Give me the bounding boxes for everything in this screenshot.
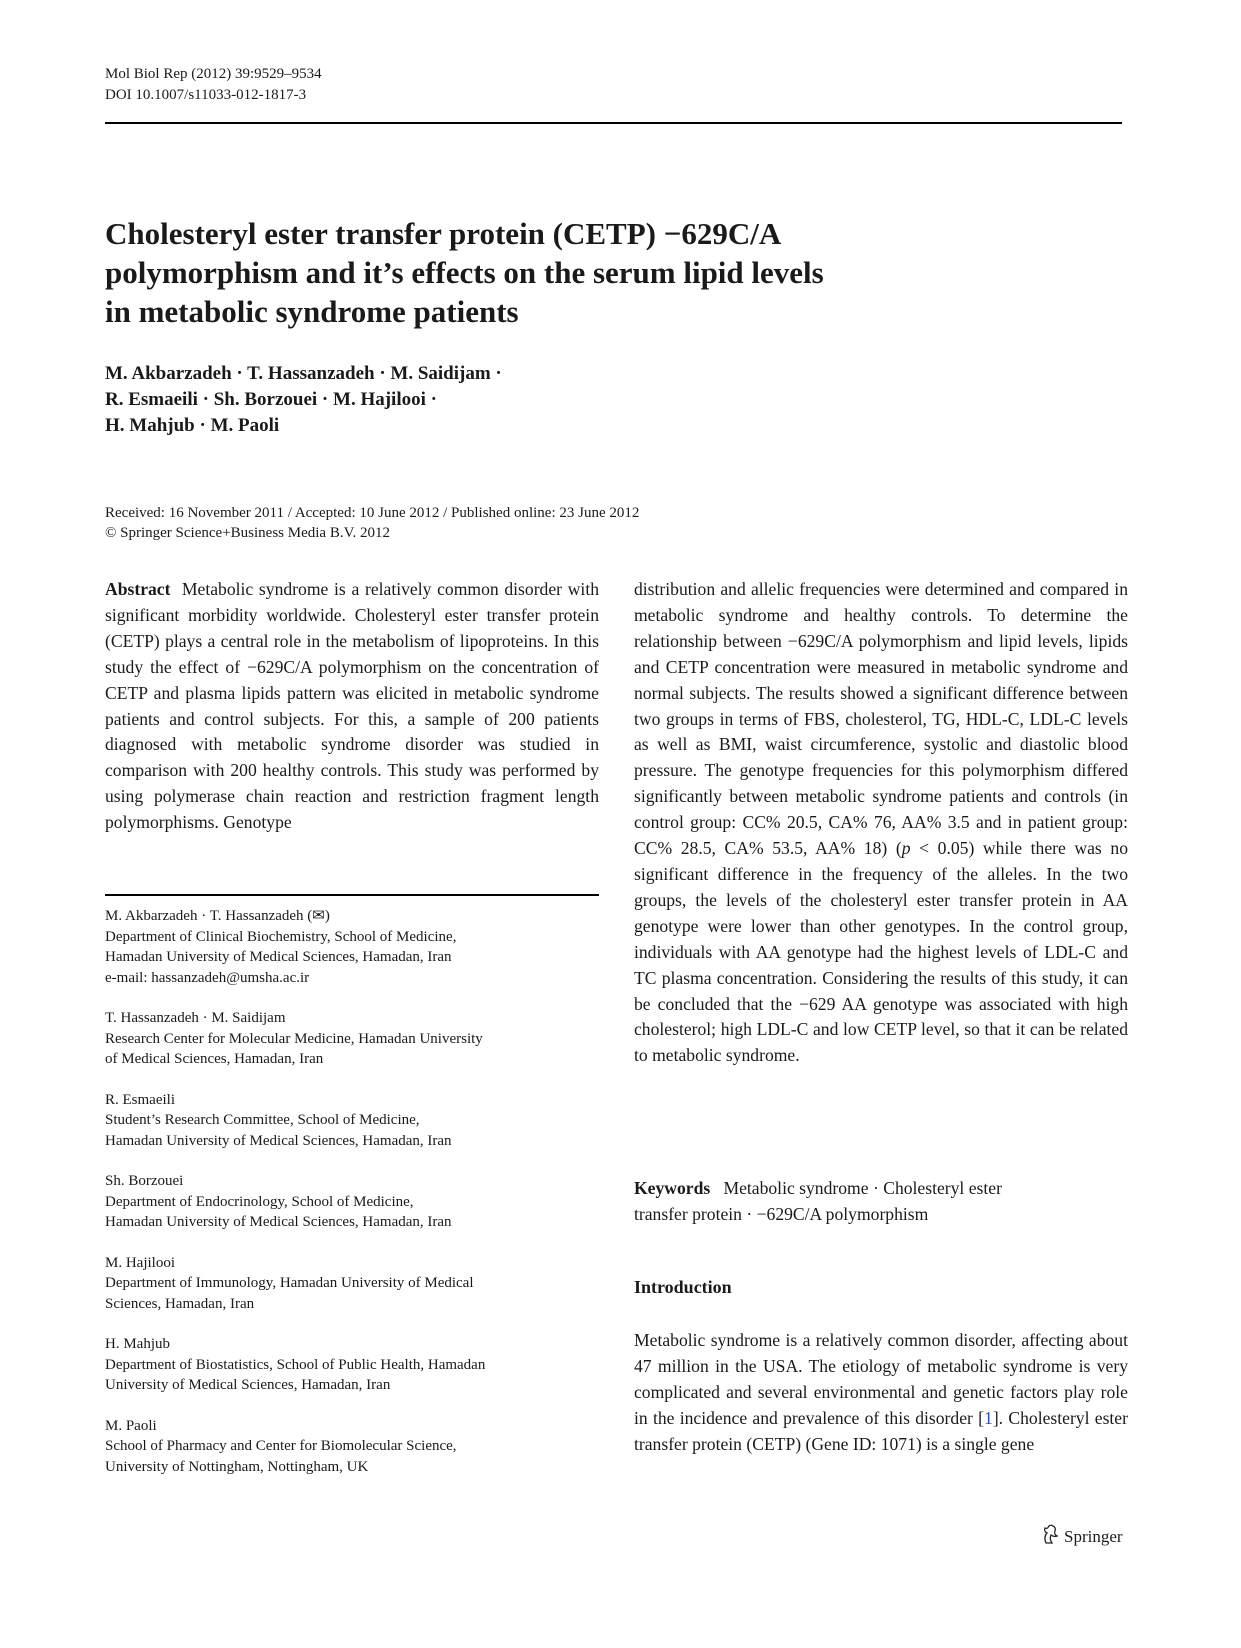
affiliation-line: Sciences, Hamadan, Iran <box>105 1295 255 1312</box>
intro-text-a: Metabolic syndrome is a relatively common disorder, affecting about 47 million in the USA. The etiology of metabolic syndrome is very complicated and several environmental and genetic factors play role in the incidence and prevalence of this disorder [ <box>634 1330 1128 1428</box>
publisher-logo <box>1040 1523 1123 1550</box>
keywords-line-1: Metabolic syndrome · Cholesteryl ester <box>723 1178 1002 1198</box>
affiliation-line: Department of Endocrinology, School of Medicine, <box>105 1193 414 1210</box>
affiliation-names: T. Hassanzadeh · M. Saidijam <box>105 1010 286 1026</box>
author-email[interactable]: e-mail: hassanzadeh@umsha.ac.ir <box>105 969 310 986</box>
intro-text-b: ]. Cholesteryl ester transfer protein (CETP) (Gene ID: 1071) is a single gene <box>634 1407 1128 1454</box>
affiliation-rule <box>105 894 599 896</box>
affiliation-names: Sh. Borzouei <box>105 1173 184 1189</box>
copyright: © Springer Science+Business Media B.V. 2012 <box>105 525 390 541</box>
affiliation-line: of Medical Sciences, Hamadan, Iran <box>105 1051 324 1067</box>
header-rule <box>105 122 1122 124</box>
publisher-name: Springer <box>1064 1526 1123 1546</box>
affiliation-names: M. Hajilooi <box>105 1254 175 1271</box>
affiliation-line: University of Medical Sciences, Hamadan, Iran <box>105 1377 391 1393</box>
publication-dates <box>105 503 639 543</box>
affiliation-block <box>105 906 605 988</box>
doi: DOI 10.1007/s11033-012-1817-3 <box>105 87 307 103</box>
title-line-2: polymorphism and it’s effects on the serum lipid levels <box>105 255 824 290</box>
affiliation-line: Hamadan University of Medical Sciences, Hamadan, Iran <box>105 1214 452 1230</box>
introduction-body <box>634 1328 1128 1458</box>
affiliation-line: Department of Clinical Biochemistry, School of Medicine, <box>105 928 457 945</box>
affiliation-block <box>105 1008 605 1070</box>
abstract-left-column <box>105 577 599 836</box>
affiliation-names: M. Akbarzadeh · T. Hassanzadeh (✉) <box>105 908 330 924</box>
abstract-text-right-a: distribution and allelic frequencies were determined and compared in metabolic syndrome and healthy controls. To determine the relationship between −629C/A polymorphism and lipid levels, lipids and CETP concentration were measured in metabolic syndrome and normal subjects. The results showed a significant difference between two groups in terms of FBS, cholesterol, TG, HDL-C, LDL-C levels as well as BMI, waist circumference, systolic and diastolic blood pressure. The genotype frequencies for this polymorphism differed significantly between metabolic syndrome patients and controls (in control group: CC% 20.5, CA% 76, AA% 3.5 and in patient group: CC% 28.5, CA% 53.5, AA% 18) ( <box>634 579 1128 859</box>
authors-line-3: H. Mahjub · M. Paoli <box>105 415 280 436</box>
abstract-text-right-b: < 0.05) while there was no significant difference in the frequency of the alleles. In the two groups, the levels of the cholesteryl ester transfer protein in AA genotype were lower than other genotypes. In the control group, individuals with AA genotype had the highest levels of LDL-C and TC plasma concentration. Considering the results of this study, it can be concluded that the −629 AA genotype was associated with high cholesterol; high LDL-C and low CETP level, so that it can be related to metabolic syndrome. <box>634 838 1128 1066</box>
affiliation-names: H. Mahjub <box>105 1336 170 1352</box>
affiliation-block <box>105 1171 605 1233</box>
received-dates: Received: 16 November 2011 / Accepted: 10 June 2012 / Published online: 23 June 2012 <box>105 505 640 521</box>
affiliation-block <box>105 1416 605 1478</box>
affiliation-line: Student’s Research Committee, School of Medicine, <box>105 1112 420 1128</box>
author-list <box>105 361 502 439</box>
authors-line-1: M. Akbarzadeh · T. Hassanzadeh · M. Saidijam · <box>105 363 502 384</box>
affiliation-block <box>105 1334 605 1396</box>
affiliation-names: R. Esmaeili <box>105 1091 175 1108</box>
keywords-heading: Keywords <box>634 1178 711 1198</box>
affiliation-names: M. Paoli <box>105 1417 157 1434</box>
title-line-1: Cholesteryl ester transfer protein (CETP) −629C/A <box>105 216 782 251</box>
affiliation-line: Hamadan University of Medical Sciences, Hamadan, Iran <box>105 949 452 965</box>
affiliations <box>105 906 605 1497</box>
paper-title <box>105 214 1005 331</box>
citation-link-1[interactable]: 1 <box>984 1407 993 1428</box>
title-line-3: in metabolic syndrome patients <box>105 294 519 329</box>
keywords-line-2: transfer protein · −629C/A polymorphism <box>634 1203 929 1224</box>
abstract-right-column <box>634 577 1128 1069</box>
p-value-symbol: p <box>901 838 911 859</box>
journal-citation: Mol Biol Rep (2012) 39:9529–9534 <box>105 66 322 82</box>
introduction-heading: Introduction <box>634 1277 732 1297</box>
affiliation-line: School of Pharmacy and Center for Biomolecular Science, <box>105 1438 457 1454</box>
affiliation-line: Hamadan University of Medical Sciences, Hamadan, Iran <box>105 1132 452 1149</box>
affiliation-line: Department of Biostatistics, School of Public Health, Hamadan <box>105 1356 486 1373</box>
keywords <box>634 1176 1128 1228</box>
affiliation-block <box>105 1090 605 1152</box>
abstract-text-left: Metabolic syndrome is a relatively common disorder with significant morbidity worldwide. Cholesteryl ester transfer protein (CETP) plays a central role in the metabolism of lipoproteins. In this study the effect of −629C/A polymorphism on the concentration of CETP and plasma lipids pattern was elicited in metabolic syndrome patients and control subjects. For this, a sample of 200 patients diagnosed with metabolic syndrome disorder was studied in comparison with 200 healthy controls. This study was performed by using polymerase chain reaction and restriction fragment length polymorphisms. Genotype <box>105 579 599 833</box>
affiliation-line: Department of Immunology, Hamadan University of Medical <box>105 1275 474 1291</box>
journal-header <box>105 64 322 106</box>
affiliation-line: Research Center for Molecular Medicine, Hamadan University <box>105 1030 483 1047</box>
springer-horse-icon <box>1040 1523 1060 1550</box>
affiliation-block <box>105 1253 605 1315</box>
affiliation-line: University of Nottingham, Nottingham, UK <box>105 1458 369 1475</box>
abstract-heading: Abstract <box>105 579 171 599</box>
authors-line-2: R. Esmaeili · Sh. Borzouei · M. Hajilooi · <box>105 389 437 410</box>
